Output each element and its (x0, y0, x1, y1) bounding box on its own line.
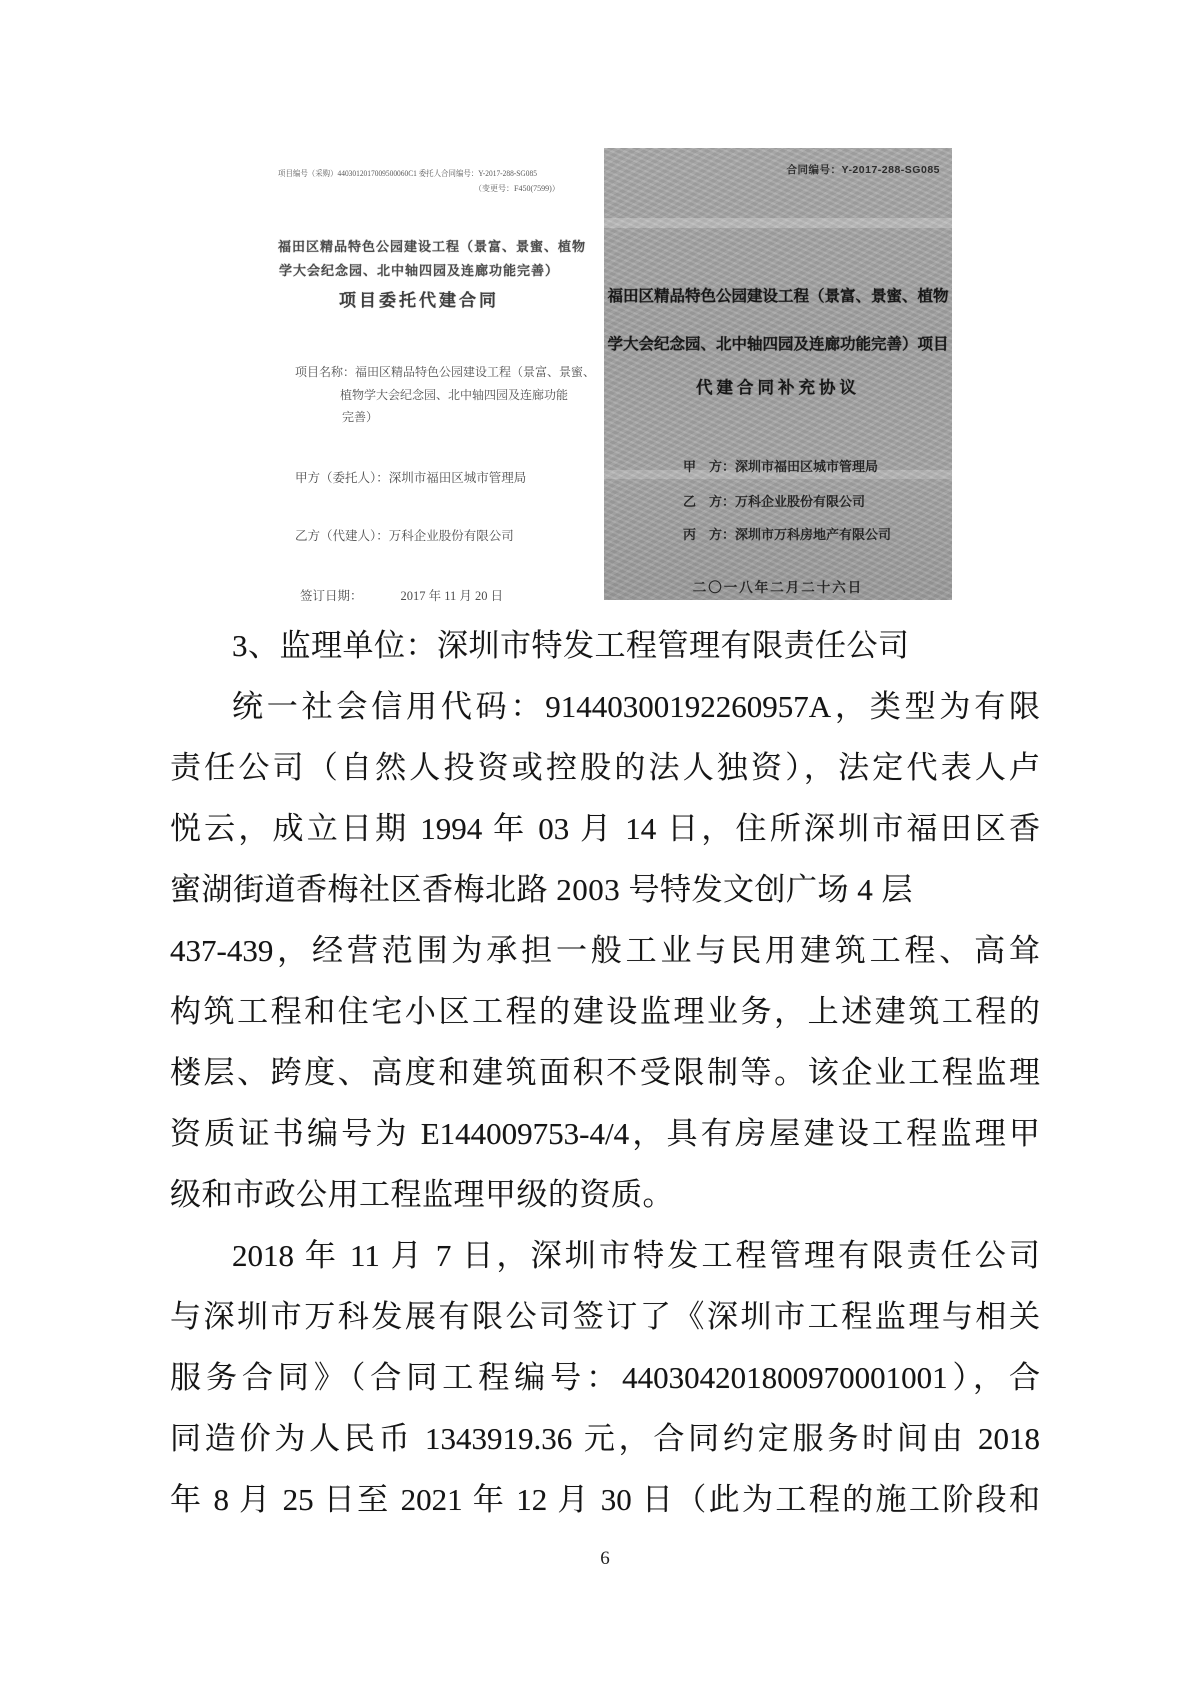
body-line: 资质证书编号为 E144009753-4/4，具有房屋建设工程监理甲 (170, 1116, 1040, 1151)
body-line: 3、监理单位：深圳市特发工程管理有限责任公司 (232, 628, 910, 663)
body-line: 悦云，成立日期 1994 年 03 月 14 日，住所深圳市福田区香 (170, 811, 1040, 846)
left-scan-party-b: 乙方（代建人）：万科企业股份有限公司 (295, 529, 514, 543)
body-line: 楼层、跨度、高度和建筑面积不受限制等。该企业工程监理 (170, 1055, 1040, 1090)
right-scan-title-line1: 福田区精品特色公园建设工程（景富、景蜜、植物 (607, 288, 949, 305)
body-line: 责任公司（自然人投资或控股的法人独资），法定代表人卢 (170, 750, 1040, 785)
left-scan-project-name-line3: 完善） (342, 410, 379, 424)
body-line: 统一社会信用代码：91440300192260957A，类型为有限 (232, 689, 1040, 724)
scan-left-contract-cover (278, 168, 596, 608)
left-scan-subtitle: 项目委托代建合同 (339, 291, 499, 310)
right-scan-title-line3: 代建合同补充协议 (696, 379, 860, 397)
body-line: 437-439，经营范围为承担一般工业与民用建筑工程、高耸 (170, 933, 1040, 968)
left-scan-party-a: 甲方（委托人）：深圳市福田区城市管理局 (295, 471, 527, 485)
body-line: 服务合同》（合同工程编号：440304201800970001001），合 (170, 1360, 1040, 1395)
right-scan-party-c: 丙 方：深圳市万科房地产有限公司 (683, 527, 892, 542)
right-scan-date: 二〇一八年二月二十六日 (692, 580, 864, 595)
left-scan-project-name-line1: 项目名称：福田区精品特色公园建设工程（景富、景蜜、 (295, 365, 596, 379)
body-line: 年 8 月 25 日至 2021 年 12 月 30 日（此为工程的施工阶段和 (170, 1482, 1040, 1517)
left-scan-title-line1: 福田区精品特色公园建设工程（景富、景蜜、植物 (278, 239, 587, 254)
body-line: 蜜湖街道香梅社区香梅北路 2003 号特发文创广场 4 层 (170, 872, 913, 907)
left-scan-title-line2: 学大会纪念园、北中轴四园及连廊功能完善） (278, 263, 559, 278)
right-scan-party-a: 甲 方：深圳市福田区城市管理局 (683, 459, 879, 474)
body-line: 同造价为人民币 1343919.36 元，合同约定服务时间由 2018 (170, 1421, 1040, 1456)
scan-right-supplement-cover (604, 148, 952, 600)
right-scan-party-b: 乙 方：万科企业股份有限公司 (683, 494, 866, 509)
right-scan-title-line2: 学大会纪念园、北中轴四园及连廊功能完善）项目 (607, 336, 949, 353)
left-scan-project-name-line2: 植物学大会纪念园、北中轴四园及连廊功能 (340, 388, 569, 402)
body-line: 级和市政公用工程监理甲级的资质。 (170, 1177, 674, 1212)
page-number: 6 (600, 1548, 610, 1569)
right-scan-contract-no: 合同编号：Y-2017-288-SG085 (786, 164, 940, 176)
left-scan-sign-date-value: 2017 年 11 月 20 日 (400, 589, 504, 603)
body-line: 2018 年 11 月 7 日，深圳市特发工程管理有限责任公司 (232, 1238, 1040, 1273)
left-scan-sign-date-label: 签订日期： (300, 589, 363, 603)
left-scan-sign-date (300, 586, 503, 604)
body-text (170, 615, 1040, 1530)
left-scan-header-line1: 项目编号（采购）4403012017009500060C1 委托人合同编号：Y-2017-288-SG085 (278, 169, 537, 178)
body-line: 与深圳市万科发展有限公司签订了《深圳市工程监理与相关 (170, 1299, 1040, 1334)
body-line: 构筑工程和住宅小区工程的建设监理业务，上述建筑工程的 (170, 994, 1040, 1029)
left-scan-header-line2: （变更号：F450(7599)） (474, 184, 560, 193)
